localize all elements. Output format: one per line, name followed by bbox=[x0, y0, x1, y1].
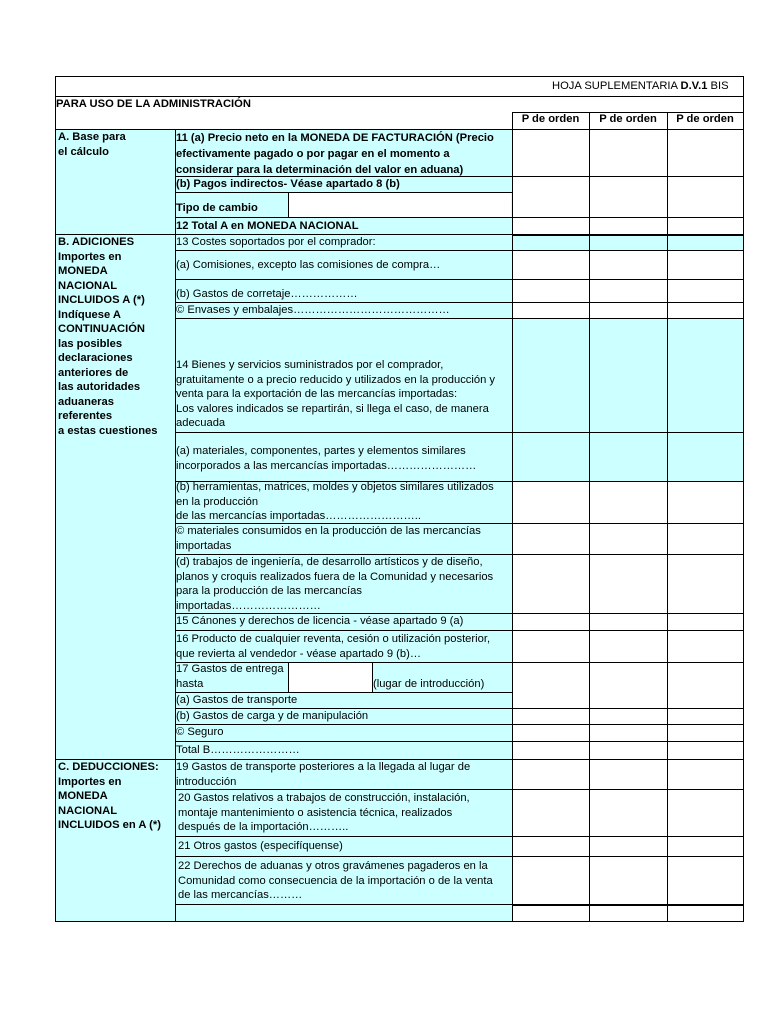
item-13c-text: © Envases y embalajes…………………………………… bbox=[176, 304, 450, 316]
item-17-place-label: (lugar de introducción) bbox=[373, 678, 485, 690]
section-b-label: B. ADICIONES Importes en MONEDA NACIONAL INCLUIDOS A (*) Indíquese A CONTINUACIÓN las posibles declaraciones anteriores de las autoridades aduaneras referentes a estas cuestiones bbox=[58, 236, 158, 437]
item-11-text: 11 (a) Precio neto en la MONEDA DE FACTURACIÓN (Precio efectivamente pagado o por pagar en el momento a considerar para la determinación del valor en aduana) bbox=[176, 132, 494, 176]
item-19-text: 19 Gastos de transporte posteriores a la llegada al lugar de introducción bbox=[176, 761, 471, 788]
item-21-text: 21 Otros gastos (especifíquense) bbox=[178, 840, 343, 852]
item-14d-text: (d) trabajos de ingeniería, de desarrollo artísticos y de diseño, planos y croquis realizados fuera de la Comunidad y necesarios para la producción de las mercancías importadas…………………… bbox=[176, 556, 494, 612]
admin-label: PARA USO DE LA ADMINISTRACIÓN bbox=[56, 98, 251, 110]
item-14b-text: (b) herramientas, matrices, moldes y objetos similares utilizados en la producción de las mercancías importadas…………………….. bbox=[176, 481, 494, 522]
item-12-text: 12 Total A en MONEDA NACIONAL bbox=[176, 220, 359, 232]
order-col-3-header: P de orden bbox=[676, 113, 734, 125]
item-17b-text: (b) Gastos de carga y de manipulación bbox=[176, 710, 369, 722]
item-20-text: 20 Gastos relativos a trabajos de construcción, instalación, montaje mantenimiento o asistencia técnica, realizados después de la importación……….. bbox=[178, 792, 470, 833]
item-14-text: 14 Bienes y servicios suministrados por el comprador, gratuitamente o a precio reducido y utilizados en la producción y venta para la exportación de las mercancías importadas: Los valores indicados se repartirán, si llega el caso, de manera adecuada bbox=[176, 359, 496, 429]
item-13-text: 13 Costes soportados por el comprador: bbox=[176, 236, 376, 248]
item-13a-text: (a) Comisiones, excepto las comisiones de compra… bbox=[176, 259, 441, 271]
item-14a-text: (a) materiales, componentes, partes y elementos similares incorporados a las mercancías importadas…………………… bbox=[176, 445, 477, 472]
section-c-label: C. DEDUCCIONES: Importes en MONEDA NACIONAL INCLUIDOS en A (*) bbox=[58, 761, 161, 831]
item-22-text: 22 Derechos de aduanas y otros gravámenes pagaderos en la Comunidad como consecuencia de la importación o de la venta de las mercancías……… bbox=[178, 860, 493, 901]
item-15-text: 15 Cánones y derechos de licencia - véase apartado 9 (a) bbox=[176, 615, 464, 627]
item-17a-text: (a) Gastos de transporte bbox=[176, 694, 298, 706]
order-col-1-header: P de orden bbox=[521, 113, 580, 125]
section-a-label: A. Base para el cálculo bbox=[58, 131, 126, 158]
item-14c-text: © materiales consumidos en la producción de las mercancías importadas bbox=[176, 525, 481, 552]
total-b-text: Total B…………………… bbox=[176, 744, 300, 756]
item-17-text: 17 Gastos de entrega hasta bbox=[176, 663, 284, 690]
item-11b-text: (b) Pagos indirectos- Véase apartado 8 (b) bbox=[176, 178, 400, 190]
item-13b-text: (b) Gastos de corretaje……………… bbox=[176, 288, 358, 300]
item-16-text: 16 Producto de cualquier reventa, cesión o utilización posterior, que revierta al vendedor - véase apartado 9 (b)… bbox=[176, 633, 491, 660]
item-17c-text: © Seguro bbox=[176, 726, 224, 738]
order-col-2-header: P de orden bbox=[599, 113, 657, 125]
exchange-rate-label: Tipo de cambio bbox=[176, 202, 258, 214]
sheet-title: HOJA SUPLEMENTARIA D.V.1 BIS bbox=[552, 80, 729, 92]
